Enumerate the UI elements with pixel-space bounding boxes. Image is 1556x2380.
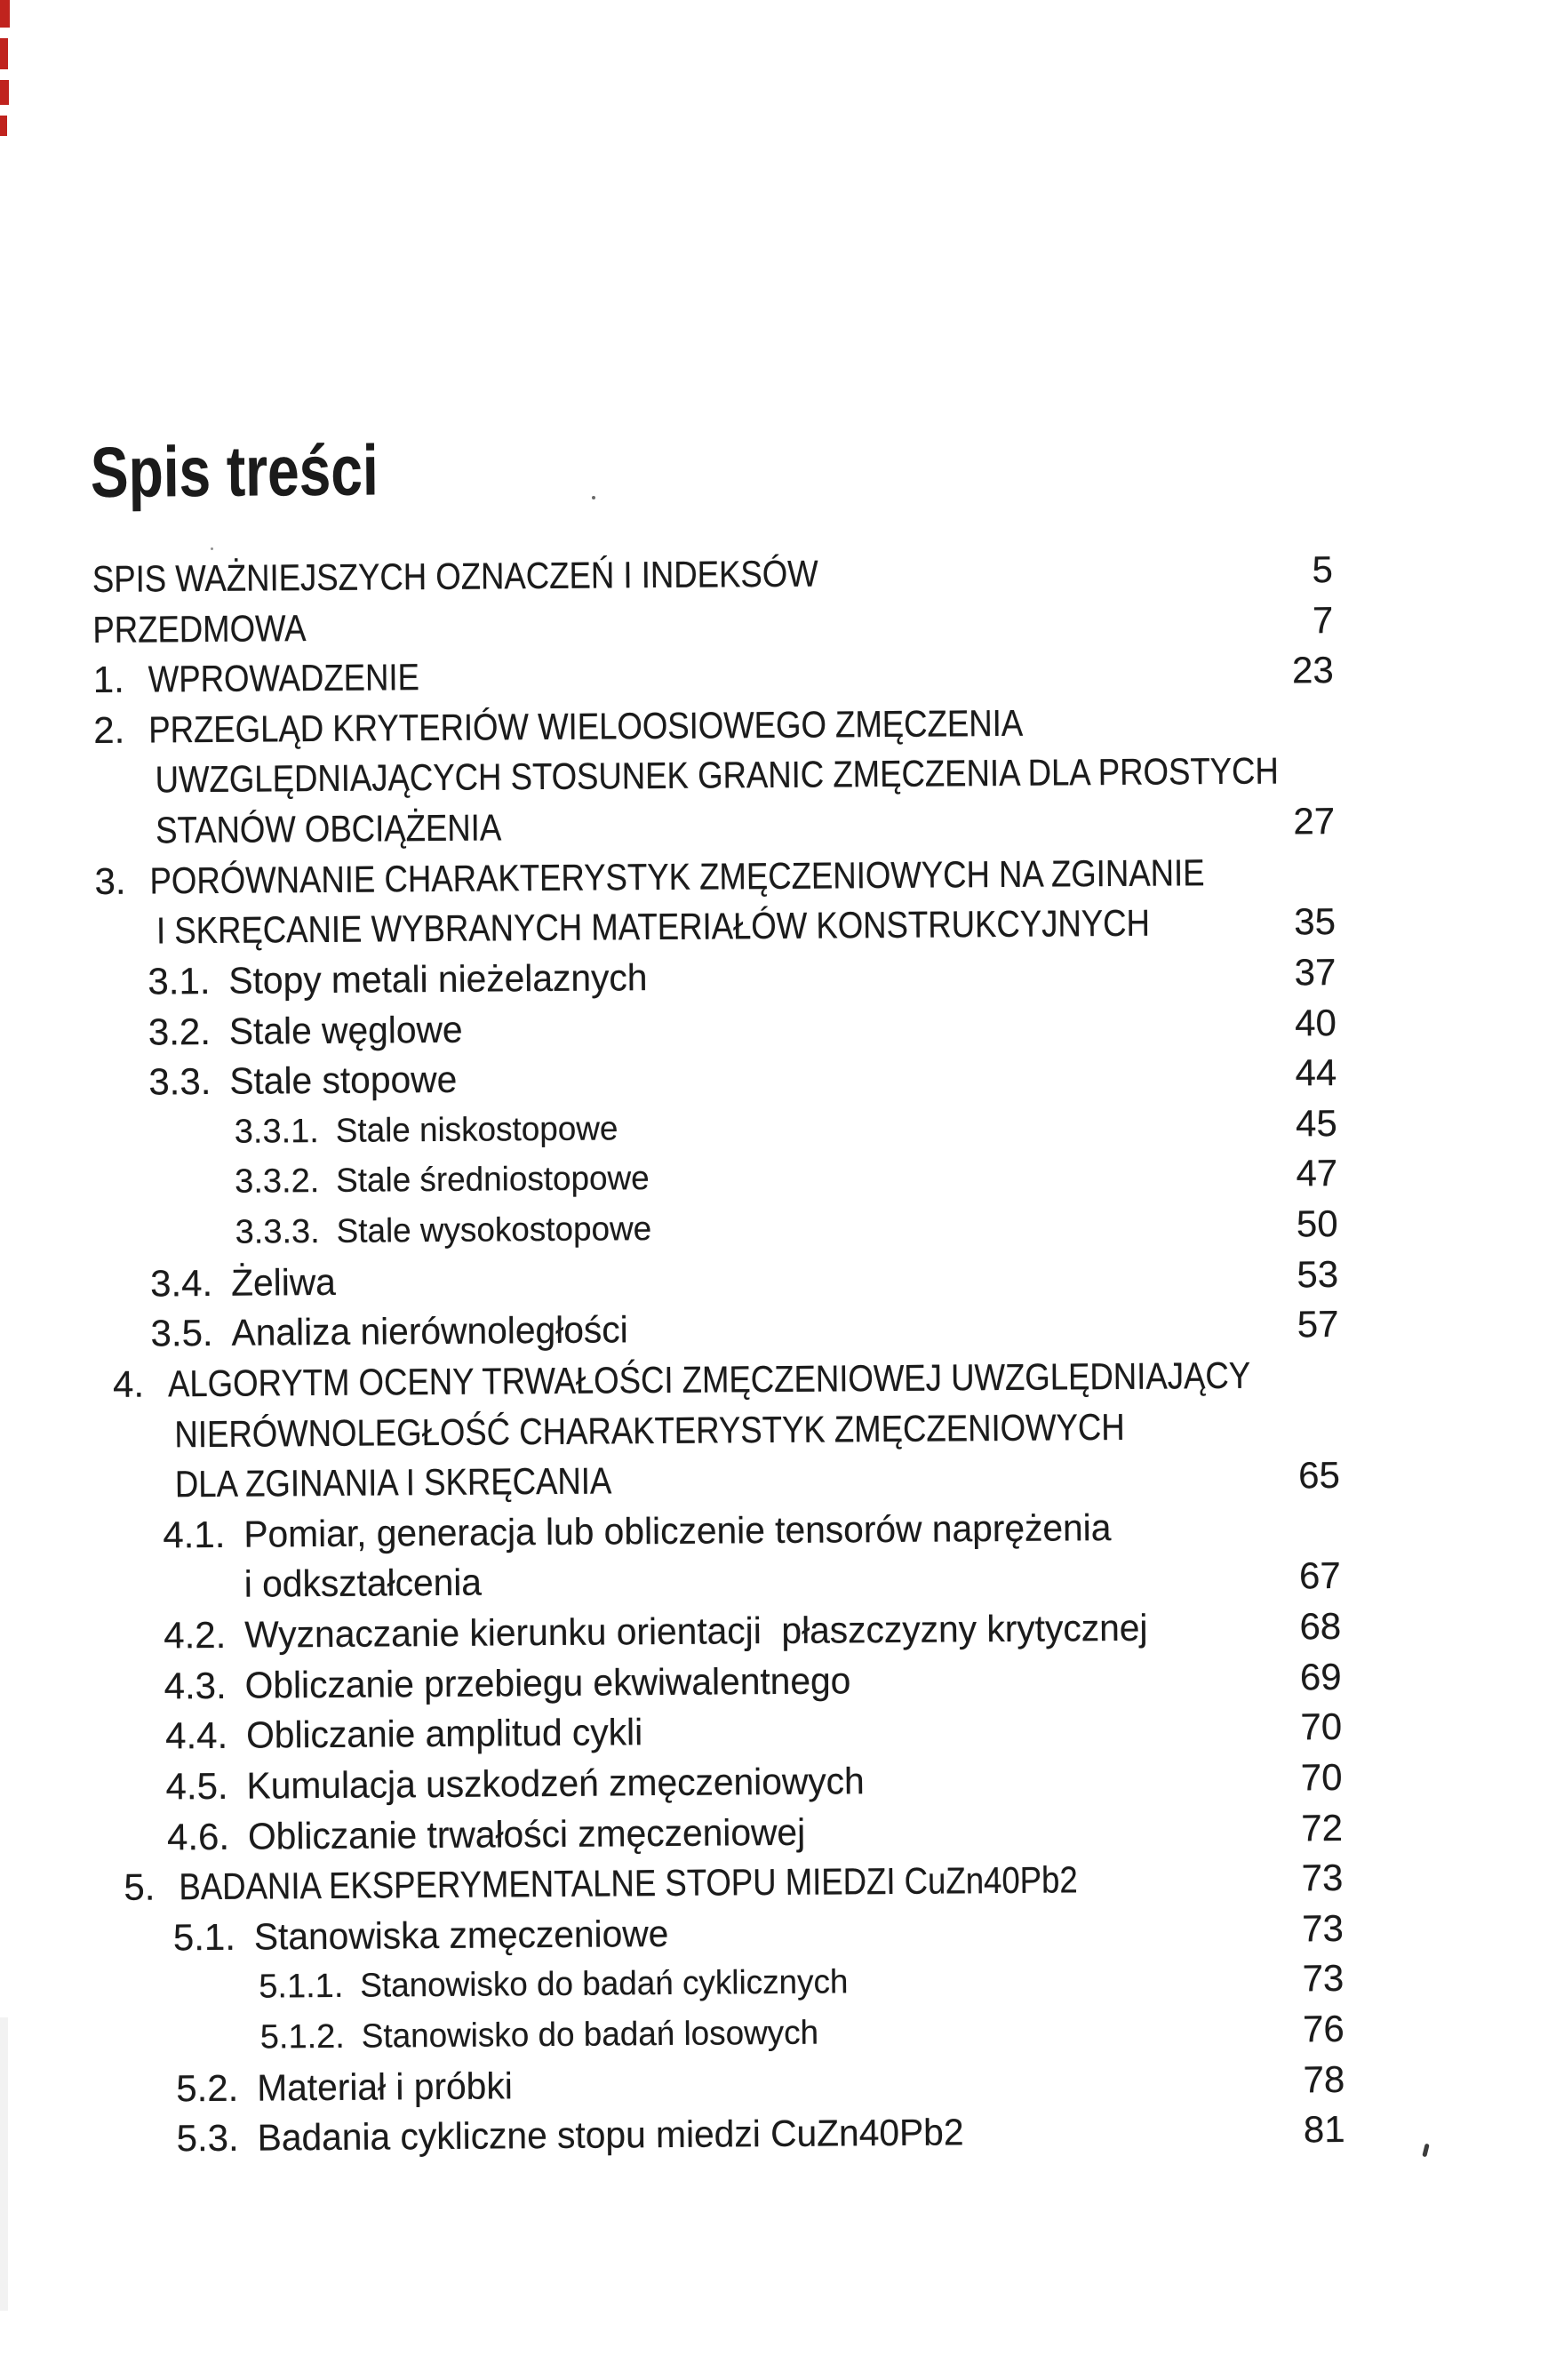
page-number: 68 <box>1299 1605 1342 1648</box>
entry-title: Stopy metali nieżelaznych <box>228 956 648 1002</box>
entry-number: 3.3.1. <box>234 1112 320 1151</box>
page-number: 72 <box>1301 1806 1344 1849</box>
entry-number: 3.3.2. <box>235 1162 320 1202</box>
page-number: 73 <box>1302 1957 1345 2000</box>
entry-title: STANÓW OBCIĄŻENIA <box>155 806 502 851</box>
ink-speck <box>592 496 595 499</box>
page-number: 44 <box>1295 1051 1337 1094</box>
entry-title: ALGORYTM OCENY TRWAŁOŚCI ZMĘCZENIOWEJ UWZGLĘDNIAJĄCY <box>167 1354 1251 1405</box>
page-number: 53 <box>1297 1252 1339 1296</box>
page-number: 73 <box>1301 1857 1344 1899</box>
entry-title: Stanowisko do badań losowych <box>361 2014 819 2056</box>
entry-title: Kumulacja uszkodzeń zmęczeniowych <box>246 1760 865 1807</box>
red-edge-mark <box>0 116 7 136</box>
left-edge-shadow <box>0 2017 8 2311</box>
entry-title: PORÓWNANIE CHARAKTERYSTYK ZMĘCZENIOWYCH NA ZGINANIE <box>149 851 1205 902</box>
entry-title: Stale węglowe <box>228 1008 463 1052</box>
entry-title: Stale średniostopowe <box>336 1160 650 1201</box>
page-number: 23 <box>1291 649 1334 691</box>
page-number: 69 <box>1299 1655 1342 1697</box>
page-number: 81 <box>1303 2108 1345 2151</box>
entry-title: Stanowisko do badań cyklicznych <box>360 1963 849 2006</box>
page-number: 70 <box>1300 1755 1343 1799</box>
page-number: 67 <box>1298 1554 1341 1597</box>
page-number: 47 <box>1296 1152 1338 1194</box>
entry-number: 5.3. <box>176 2116 239 2160</box>
page-number: 40 <box>1294 1001 1337 1043</box>
entry-title: Materiał i próbki <box>257 2064 513 2109</box>
entry-number: 5.2. <box>176 2066 239 2109</box>
red-edge-mark <box>0 38 8 69</box>
entry-title: Badania cykliczne stopu miedzi CuZn40Pb2 <box>257 2111 964 2159</box>
entry-number: 2. <box>93 708 125 751</box>
entry-title: Pomiar, generacja lub obliczenie tensorów naprężenia <box>243 1505 1112 1555</box>
page-number: 50 <box>1296 1202 1338 1245</box>
entry-title: PRZEGLĄD KRYTERIÓW WIELOOSIOWEGO ZMĘCZENIA <box>148 701 1024 751</box>
entry-title: DLA ZGINANIA I SKRĘCANIA <box>174 1459 612 1505</box>
page-number: 35 <box>1294 900 1337 943</box>
entry-number: 3.4. <box>149 1261 213 1305</box>
entry-number: 4. <box>112 1362 145 1405</box>
page-number: 37 <box>1294 950 1337 994</box>
entry-title: NIERÓWNOLEGŁOŚĆ CHARAKTERYSTYK ZMĘCZENIOWYCH <box>174 1405 1125 1455</box>
entry-title: PRZEDMOWA <box>92 606 307 651</box>
entry-number: 3. <box>94 859 126 902</box>
entry-number: 4.5. <box>165 1764 228 1808</box>
entry-title: SPIS WAŻNIEJSZYCH OZNACZEŃ I INDEKSÓW <box>92 552 818 600</box>
entry-number: 1. <box>92 658 124 701</box>
entry-title: Obliczanie amplitud cykli <box>245 1711 643 1756</box>
entry-number: 4.6. <box>166 1815 230 1857</box>
entry-number: 5. <box>124 1865 156 1908</box>
entry-number: 3.5. <box>150 1312 213 1354</box>
red-edge-mark <box>0 80 9 105</box>
page-number: 78 <box>1303 2057 1345 2100</box>
entry-title: Żeliwa <box>230 1260 337 1304</box>
entry-number: 3.2. <box>148 1010 211 1053</box>
entry-number: 3.3. <box>148 1060 211 1103</box>
entry-title: Wyznaczanie kierunku orientacji płaszczyzny krytycznej <box>244 1606 1148 1656</box>
entry-title: Obliczanie trwałości zmęczeniowej <box>247 1810 806 1857</box>
entry-title: I SKRĘCANIE WYBRANYCH MATERIAŁÓW KONSTRUKCYJNYCH <box>156 901 1151 952</box>
red-edge-mark <box>0 0 10 28</box>
entry-title: WPROWADZENIE <box>148 656 420 700</box>
entry-number: 4.3. <box>164 1664 227 1707</box>
entry-title: Stale wysokostopowe <box>336 1210 652 1250</box>
page-number: 76 <box>1302 2007 1345 2050</box>
page-number: 73 <box>1301 1906 1345 1950</box>
entry-number: 4.2. <box>164 1613 227 1657</box>
entry-title: BADANIA EKSPERYMENTALNE STOPU MIEDZI CuZn40Pb2 <box>179 1858 1078 1908</box>
entry-title: Stale stopowe <box>229 1058 458 1102</box>
entry-number: 4.4. <box>164 1714 228 1757</box>
page-number: 27 <box>1293 800 1336 843</box>
entry-title: i odkształcenia <box>243 1561 483 1606</box>
entry-title: Analiza nierównoległości <box>231 1308 628 1354</box>
entry-title: UWZGLĘDNIAJĄCYCH STOSUNEK GRANIC ZMĘCZENIA DLA PROSTYCH <box>155 749 1280 801</box>
page-number: 70 <box>1300 1705 1343 1748</box>
entry-number: 5.1.1. <box>259 1968 344 2006</box>
page-number: 65 <box>1297 1454 1341 1497</box>
entry-title: Obliczanie przebiegu ekwiwalentnego <box>244 1658 851 1706</box>
page-number: 45 <box>1295 1101 1337 1145</box>
page-number: 7 <box>1312 598 1334 641</box>
entry-number: 3.3.3. <box>235 1213 320 1251</box>
entry-number: 5.1.2. <box>259 2017 346 2057</box>
page-number: 57 <box>1297 1303 1339 1346</box>
entry-title: Stale niskostopowe <box>335 1110 618 1150</box>
entry-number: 3.1. <box>148 959 211 1002</box>
entry-title: Stanowiska zmęczeniowe <box>253 1912 669 1958</box>
ink-speck <box>211 547 213 550</box>
page-title-text: Spis treści <box>90 430 379 513</box>
entry-number: 5.1. <box>172 1915 236 1959</box>
entry-number: 4.1. <box>163 1513 226 1556</box>
page-number: 5 <box>1312 548 1334 591</box>
